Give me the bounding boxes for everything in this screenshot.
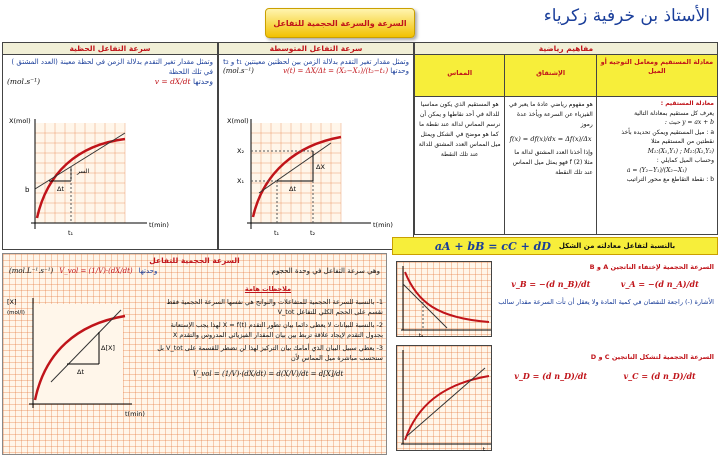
average-xlabel: t(min) [373,221,393,229]
vb-formula: v_B = −(d n_B)/dt [511,279,591,289]
math-line-7: b : نقطة التقاطع مع محور التراتيب [626,176,714,183]
main-title [265,8,415,38]
math-deriv-2: وإذا أخذنا العدد المشتق لدالة ما مثلا (2) f فهو يمثل ميل المماس عند تلك النقطة [512,149,593,176]
volumic-subtitle: وهي سرعة التفاعل في وحدة الحجوم [271,267,380,275]
volumic-note-1: 1- بالنسبة للسرعة الحجمية للمتفاعلات والنواتج هي نفسها السرعة الحجمية فقط نقسم على الحجم الكلي للتفاعل V_tot [166,298,383,316]
volumic-title: السرعة الحجمية للتفاعل [149,256,240,265]
main-title-text: السرعة والسرعة الحجمية للتفاعل [273,18,407,28]
volumic-note-2: 2- بالنسبة للبيانات لا يعطى دائما بيان تطور التقدم X = f(t) لهذا يجب الإستعانة بجدول التقدم لإيجاد علاقة تربط بين بيان المقدار الفيزيائي المدروس والتقدم X [170,321,383,339]
math-line-3: نقطتين من المستقيم مثلا [651,138,714,145]
math-deriv-0: هو مفهوم رياضي عادة ما يعبر في الفيزياء عن السرعة ويأخذ عدة رموز [508,101,593,128]
reactants-title: السرعة الحجمية لإختفاء الناتجين A و B [589,263,714,271]
math-line-2: a : ميل المستقيم ويمكن تحديده بأخذ [621,128,714,136]
volumic-unit-label: وحدتها [138,267,158,275]
reaction-header [392,237,718,255]
math-line-heading: معادلة المستقيم : [660,100,714,107]
volumic-dx-label: Δ[X] [101,344,115,352]
math-header-deriv: الإشتقاق [505,55,595,97]
volumic-unit: (mol.L⁻¹.s⁻¹) [9,267,54,275]
math-tangent-0: هو المستقيم الذي يكون مماسيا للدالة في أحد نقاطها و يمكن أن نرسم المماس لدالة عند نقطة ما كما هو موضح في الشكل ويمثل ميل المماس العدد المشتق للدالة عند تلك النقطة [418,101,501,158]
average-dx-label: ΔX [316,163,325,171]
volumic-ylabel: [X] [7,298,17,306]
volumic-xlabel: t(min) [125,410,145,418]
va-formula: v_A = −(d n_A)/dt [620,279,699,289]
average-speed-panel [218,42,414,250]
math-line-5: وحساب الميل كمايلي : [656,157,714,164]
instant-t1-label: t₁ [68,229,74,237]
instant-xlabel: t(min) [149,221,169,229]
products-title: السرعة الحجمية لتشكل الناتجين C و D [590,353,714,361]
volumic-speed-panel [2,253,387,455]
reactants-xlabel: tₐ [419,333,424,338]
volumic-formula: V_vol = (1/V)·(dX/dt) [59,267,133,275]
instant-b-label: b [25,186,30,194]
reactants-note: الأشارة (-) راجعة للنقصان في كمية المادة ولا يعقل أن تأت السرعة مقدار سالب [498,298,714,306]
volumic-final-formula: V_vol = (1/V)·(dX/dt) = d(X/V)/dt = d[X]/dt [192,370,344,378]
average-t1-label: t₁ [274,229,280,237]
products-curve [405,376,489,440]
reaction-equation: aA + bB = cC + dD [434,239,551,253]
math-line-col [596,55,717,234]
instant-speed-text: وتمثل مقدار تغير التقدم بدلالة الزمن في لحظة معينة (العدد المشتق ) في تلك اللحظة [11,58,213,76]
math-line-1: y = ax + b حيث : [664,119,714,126]
average-formula: v(t) = ΔX/Δt = (X₂−X₁)/(t₂−t₁) [283,67,389,75]
average-x1-label: X₁ [237,177,245,185]
volumic-dt-label: Δt [77,368,84,376]
vd-formula: v_D = (d n_D)/dt [514,371,588,381]
average-unit: (mol.s⁻¹) [223,67,254,75]
reactants-graph-box [396,261,492,337]
average-speed-title: سرعة التفاعل المتوسطة [219,43,413,55]
vc-formula: v_C = (d n_D)/dt [623,371,696,381]
math-header-tangent: المماس [415,55,504,97]
products-graph [397,346,493,452]
reactants-curve [405,272,489,322]
volumic-note-3: 3- يعطي سبيل البيان الذي أمامك بيان التركيز لهذا لن نضطر للقسمة على V_tot بل سنحسب مباشرة ميل المماس لأن [157,344,383,362]
reaction-panel [392,237,718,455]
average-speed-graph [221,113,411,248]
instant-unit-label: وحدتها [192,77,213,86]
instant-ext-label: السر [77,168,90,175]
math-line-6: a = (Y₂−Y₁)/(X₂−X₁) [626,166,687,174]
volumic-yunit: (mol/l) [7,310,25,316]
reaction-title: بالنسبة لتفاعل معادلته من الشكل [558,242,676,250]
author-name: الأستاذ بن خرفية زكرياء [543,6,710,26]
instant-ylabel: X(mol) [9,117,31,125]
math-deriv-col [504,55,595,234]
reactants-graph [397,262,493,338]
math-line-0: يعرف كل مستقيم بمعادلة التالية [634,109,714,117]
instant-unit: (mol.s⁻¹) [7,77,41,86]
math-tangent-col [415,55,504,234]
math-deriv-1: f(x) = df(x)/dx = Δf(x)/Δx [509,135,592,143]
average-x2-label: X₂ [237,147,245,155]
instant-speed-graph [7,113,215,248]
products-graph-box [396,345,492,451]
math-concepts-panel [414,42,718,235]
volumic-notes-title: ملاحظات هامة [244,285,292,293]
volumic-graph [7,292,157,422]
average-ylabel: X(mol) [227,117,249,125]
average-speed-text: وتمثل مقدار تغير التقدم بدلالة الزمن بين لحظتين معينتين t₁ و t₂ [223,58,409,66]
instant-formula: v = dX/dt [154,77,191,86]
math-header-line: معادلة المستقيم ومعامل التوجيه أو الميل [597,55,717,97]
average-dt-label: Δt [289,185,296,193]
instant-speed-title: سرعة التفاعل الحظية [3,43,217,55]
average-unit-label: وحدتها [390,67,409,75]
math-concepts-title: مفاهيم رياضية [415,43,717,55]
average-t2-label: t₂ [310,229,316,237]
math-line-4: M₁:(X₁,Y₁) ; M₂:(X₂,Y₂) [647,147,714,155]
instant-dt-label: Δt [57,185,64,193]
instant-speed-panel [2,42,218,250]
products-xlabel: t [483,447,486,452]
